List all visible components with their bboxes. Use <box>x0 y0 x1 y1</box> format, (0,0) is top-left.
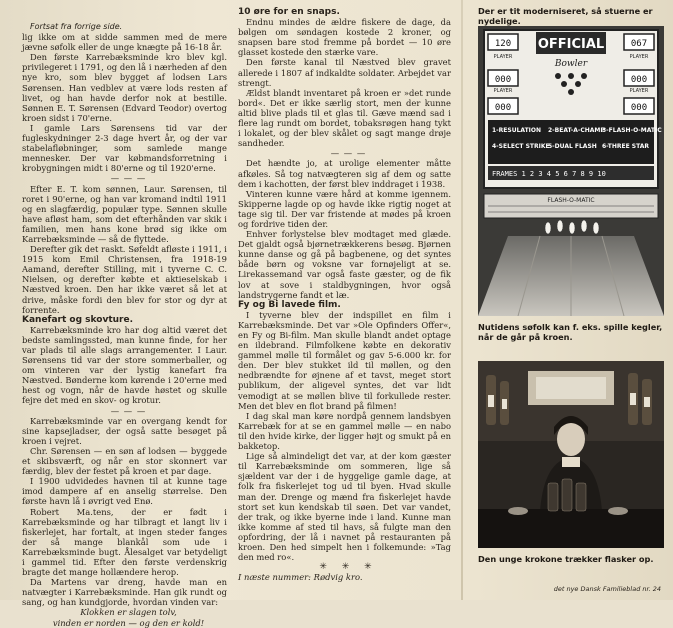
paragraph: Enhver forlystelse blev modtaget med glæde. Det gjaldt også bjørnetrækkerens besøg. Bjørnen kunne danse og gå på bagbenene, og det syntes både børn og voksne var fornøjeligt at se. Lirekassemand var også faste gæster, og de fik lov at sove i staldbygningen, hvor også landstrygerne fandt et læ. <box>238 229 451 300</box>
section-heading: Kanefart og skovture. <box>22 314 134 325</box>
paragraph: Da Martens var dreng, havde man en natvægter i Karrebæksminde. Han gik rundt og sang, og han kundgjorde, hvordan vinden var: <box>22 577 227 608</box>
paragraph: Derefter gik det raskt. Søfeldt afløste i 1911, i 1915 kom Emil Christensen, fra 1918-19 Aamand, derefter Stilling, mit i tyverne C. C. Nielsen, og derefter købte et aktieselskab i Næstved kroen. Den har ikke været så let at drive, måske fordi den blev for stor og dyr at forrente. <box>22 244 227 315</box>
column-left <box>22 22 227 628</box>
section-divider: — — — <box>330 148 367 159</box>
player-label: PLAYER <box>493 54 513 60</box>
poem-line: vinden er norden — og den er kold! <box>52 617 205 628</box>
bar-scene-illustration <box>478 361 664 548</box>
svg-text:000: 000 <box>494 103 512 113</box>
svg-text:000: 000 <box>494 75 512 85</box>
flash-label: FLASH-O-MATIC <box>547 197 595 204</box>
stars-divider: ✳ ✳ ✳ <box>319 562 378 573</box>
paragraph: Lige så almindeligt det var, at der kom gæster til Karrebæksminde om sommeren, lige så sjældent var der i de hyggelige gamle dage, at folk fra fiskerlejet tog ud til byen. Hvad skulle man der. Drenge og mænd fra fiskerlejet havde stort set kun kendskab til søen. Det var vandet, der trak, og ikke byerne inde i land. Kunne man ikke komme af sted til havs, så fulgte man den opfordring, der lå i navnet på restauranten på kroen. Den hed simpelt hen i folkemunde: »Tag den med ro«. <box>238 451 451 563</box>
paragraph: Robert Ma.tens, der er født i Karrebæksminde og har tilbragt et langt liv i fiskerlejet, har fortalt, at ingen steder fanges der så mange blankål som ude i Karrebæksminde bugt. Ålesalget var betydeligt i gammel tid. Efter den første verdenskrig bragte det mange hollændere herop. <box>22 506 227 578</box>
paragraph: Chr. Sørensen — en søn af lodsen — byggede et skibsværft, og når en stor skonnert var færdig, blev der festet på kroen et par dage. <box>22 445 227 477</box>
svg-text:120: 120 <box>494 39 512 49</box>
page-fold <box>461 0 463 600</box>
poem-line: Klokken er slagen tolv, <box>80 607 177 618</box>
paragraph: Den første Karrebæksminde kro blev kgl. privilegeret i 1791, og den lå i nærheden af den nye kro, som blev bygget af lodsen Lars Sørensen. Han vedblev at være lods resten af livet, og han havde derfor nok at bestille. Sønnen E. T. Sørensen (Edvard Teodor) overtog kroen sidst i 70'erne. <box>22 52 227 123</box>
section-heading: Fy og Bi lavede film. <box>238 299 341 310</box>
paragraph: Den første kanal til Næstved blev gravet allerede i 1807 af indkaldte soldater. Arbejdet var strengt. <box>238 57 451 88</box>
game-option: 4-SELECT STRIKE <box>492 143 550 150</box>
paragraph: Karrebæksminde kro har dog altid været det bedste samlingssted, man kunne finde, for her var plads til alle slags arrangementer. I Laur. Sørensens tid var der store sommerballer, og om vinteren var der lystig kanefart fra Næstved. Bønderne kom kørende i 20'erne med hest og vogn, når de havde høstet og skulle fejre det med en skov- og krotur. <box>22 324 227 406</box>
bowling-machine-photo <box>478 26 664 316</box>
svg-text:000: 000 <box>630 75 648 85</box>
paragraph: Efter E. T. kom sønnen, Laur. Sørensen, til roret i 90'erne, og han var kromand indtil 1911 og en slagfærdig, populær type. Sønnen skulle have afløst ham, som det efterhånden var skik i familien, men hans kone brød sig ikke om Karrebæksminde — så de flyttede. <box>22 183 227 244</box>
official-label: OFFICIAL <box>537 37 605 52</box>
bar-photo <box>478 361 664 548</box>
photo-caption-bottom: Den unge krokone trækker flasker op. <box>478 554 654 564</box>
paragraph: Karrebæksminde var en overgang kendt for sine kapsejladser, der også satte besøget på kroen i vejret. <box>22 415 227 446</box>
paragraph: lig ikke om at sidde sammen med de mere jævne søfolk eller de unge knægte på 16-18 år. <box>22 32 227 53</box>
next-issue-note: I næste nummer: Rødvig kro. <box>238 572 363 583</box>
game-option: 3-FLASH-O-MATIC <box>602 127 662 134</box>
bowler-label: Bowler <box>554 59 588 69</box>
photo-caption-top: Der er tit moderniseret, så stuerne er nydelige. <box>478 6 653 26</box>
paragraph: I gamle Lars Sørensens tid var der fugleskydninger 2-3 dage hvert år, og der var stabelafløbninger, som samlede mange mennesker. Der var købmandsforretning i krobygningen midt i 80'erne og til 1920'erne. <box>22 122 227 174</box>
player-label: PLAYER <box>629 54 649 60</box>
column-middle <box>238 7 451 582</box>
bowling-machine-illustration <box>478 26 664 316</box>
page-footer: det nye Dansk Familieblad nr. 24 <box>553 585 661 593</box>
player-label: PLAYER <box>493 88 513 94</box>
paragraph: Det hændte jo, at urolige elementer måtte afkøles. Så tog natvægteren sig af dem og satte dem i kachotten, der først blev inddraget i 1938. <box>238 158 451 189</box>
svg-text:000: 000 <box>630 103 648 113</box>
game-option: 5-DUAL FLASH <box>548 143 597 150</box>
paragraph: I dag skal man køre nordpå gennem landsbyen Karrebæk for at se en gammel mølle — en nabo til den hvide kirke, der ligger højt og smukt på en bakketop. <box>238 410 451 452</box>
poem <box>22 607 227 627</box>
frames-label: FRAMES 1 2 3 4 5 6 7 8 9 10 <box>492 170 606 178</box>
player-label: PLAYER <box>629 88 649 94</box>
section-heading: 10 øre for en snaps. <box>238 7 340 17</box>
paragraph: I tyverne blev der indspillet en film i Karrebæksminde. Det var »Ole Opfinders Offer«, en Fy og Bi-film. Man skulle blandt andet optage en ildebrand. Filmfolkene købte en dekorativ gammel mølle til formålet og gav 5-6.000 kr. for den. Der blev stukket ild til møllen, og den nedbrændte for øjnene af et tavst, meget stort publikum, der aligevel syntes, det var lidt vemodigt at se møllen blive til forkullede rester. Men det blev en flot brand på filmen! <box>238 309 451 411</box>
section-divider: — — — <box>110 173 147 184</box>
section-divider: — — — <box>110 405 147 416</box>
game-option: 6-THREE STAR <box>602 143 650 150</box>
continued-note: Fortsat fra forrige side. <box>30 22 123 31</box>
paragraph: Ældst blandt inventaret på kroen er »det runde bord«. Det er ikke særlig stort, men der kunne altid blive plads til et glas til. Gæve mænd sad i flere lag rundt om bordet, tobaksrøgen hang tykt i lokalet, og der blev skålet og sagt mange drøje sandheder. <box>238 87 451 149</box>
paragraph: Endnu mindes de ældre fiskere de dage, da bølgen om søndagen kostede 2 kroner, og snapsen bare stod fremme på bordet — 10 øre glasset kostede den stærke vare. <box>238 17 451 58</box>
game-option: 1-RESULATION <box>492 127 542 134</box>
paragraph: I 1900 udvidedes havnen til at kunne tage imod dampere af en anselig størrelse. Den første havn lå i øvrigt ved Enø. <box>22 476 227 507</box>
photo-caption-middle: Nutidens søfolk kan f. eks. spille kegler, når de går på kroen. <box>478 322 663 342</box>
svg-text:067: 067 <box>630 39 648 49</box>
paragraph: Vinteren kunne være hård at komme igennem. Skipperne lagde op og havde ikke rigtig noget at tage sig til. Der var fristende at mødes på kroen og fordrive tiden der. <box>238 188 451 229</box>
game-option: 2-BEAT-A-CHAMP <box>548 127 605 134</box>
